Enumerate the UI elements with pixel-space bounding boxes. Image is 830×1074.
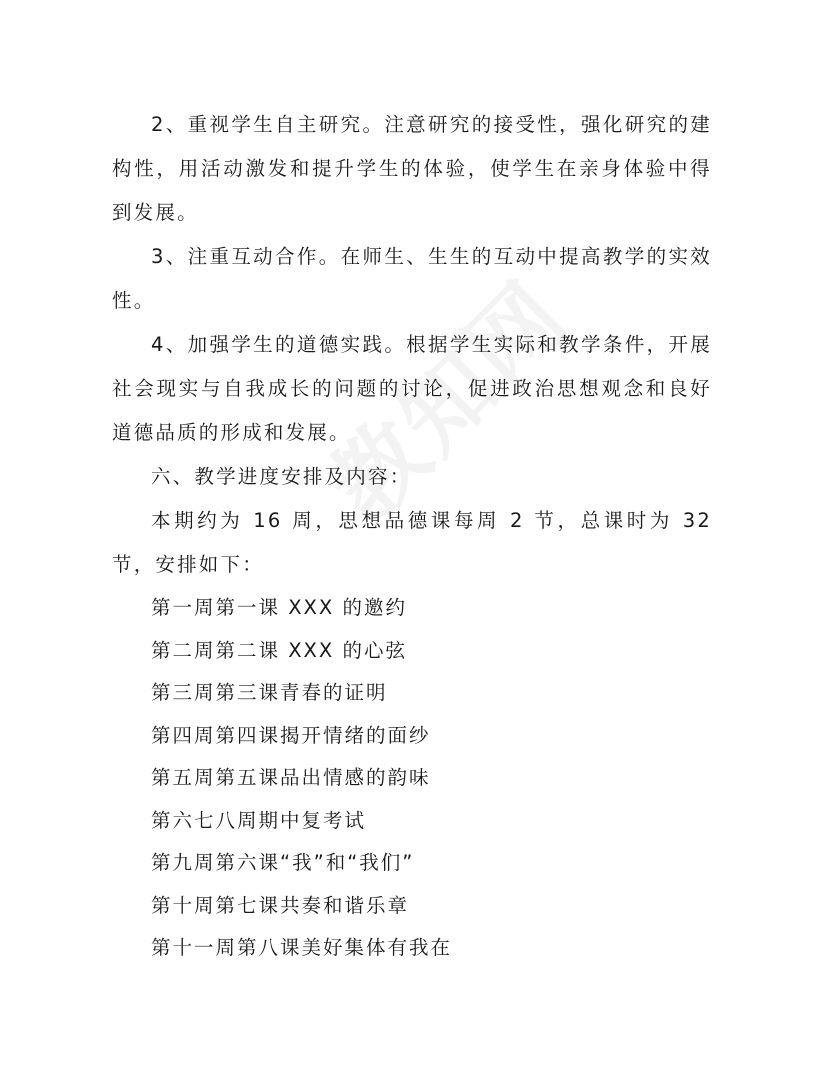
list-item: 第二周第二课 XXX 的心弦 [151,638,407,662]
list-item: 第四周第四课揭开情绪的面纱 [151,723,431,747]
list-item: 第一周第一课 XXX 的邀约 [151,596,407,619]
paragraph-self-study: 2、重视学生自主研究。注意研究的接受性，强化研究的建构性，用活动激发和提升学生的体验，使学生在亲身体验中得到发展。 [112,113,712,224]
list-item: 第六七八周期中复考试 [151,808,367,832]
list-item: 第十一周第八课美好集体有我在 [151,936,453,959]
paragraph-interaction: 3、注重互动合作。在师生、生生的互动中提高教学的实效性。 [112,245,712,312]
section-heading-schedule: 六、教学进度安排及内容： [151,465,412,488]
list-item: 第十周第七课共奏和谐乐章 [151,893,410,917]
paragraph-moral-practice: 4、加强学生的道德实践。根据学生实际和教学条件，开展社会现实与自我成长的问题的讨论，促进政治思想观念和良好道德品质的形成和发展。 [112,333,712,444]
schedule-list [112,587,712,970]
paragraph-schedule-intro: 本期约为 16 周，思想品德课每周 2 节，总课时为 32 节，安排如下： [112,509,712,576]
document-body [112,103,712,970]
list-item: 第九周第六课“我”和“我们” [151,851,415,874]
list-item: 第五周第五课品出情感的韵味 [151,766,431,789]
list-item: 第三周第三课青春的证明 [151,681,388,704]
